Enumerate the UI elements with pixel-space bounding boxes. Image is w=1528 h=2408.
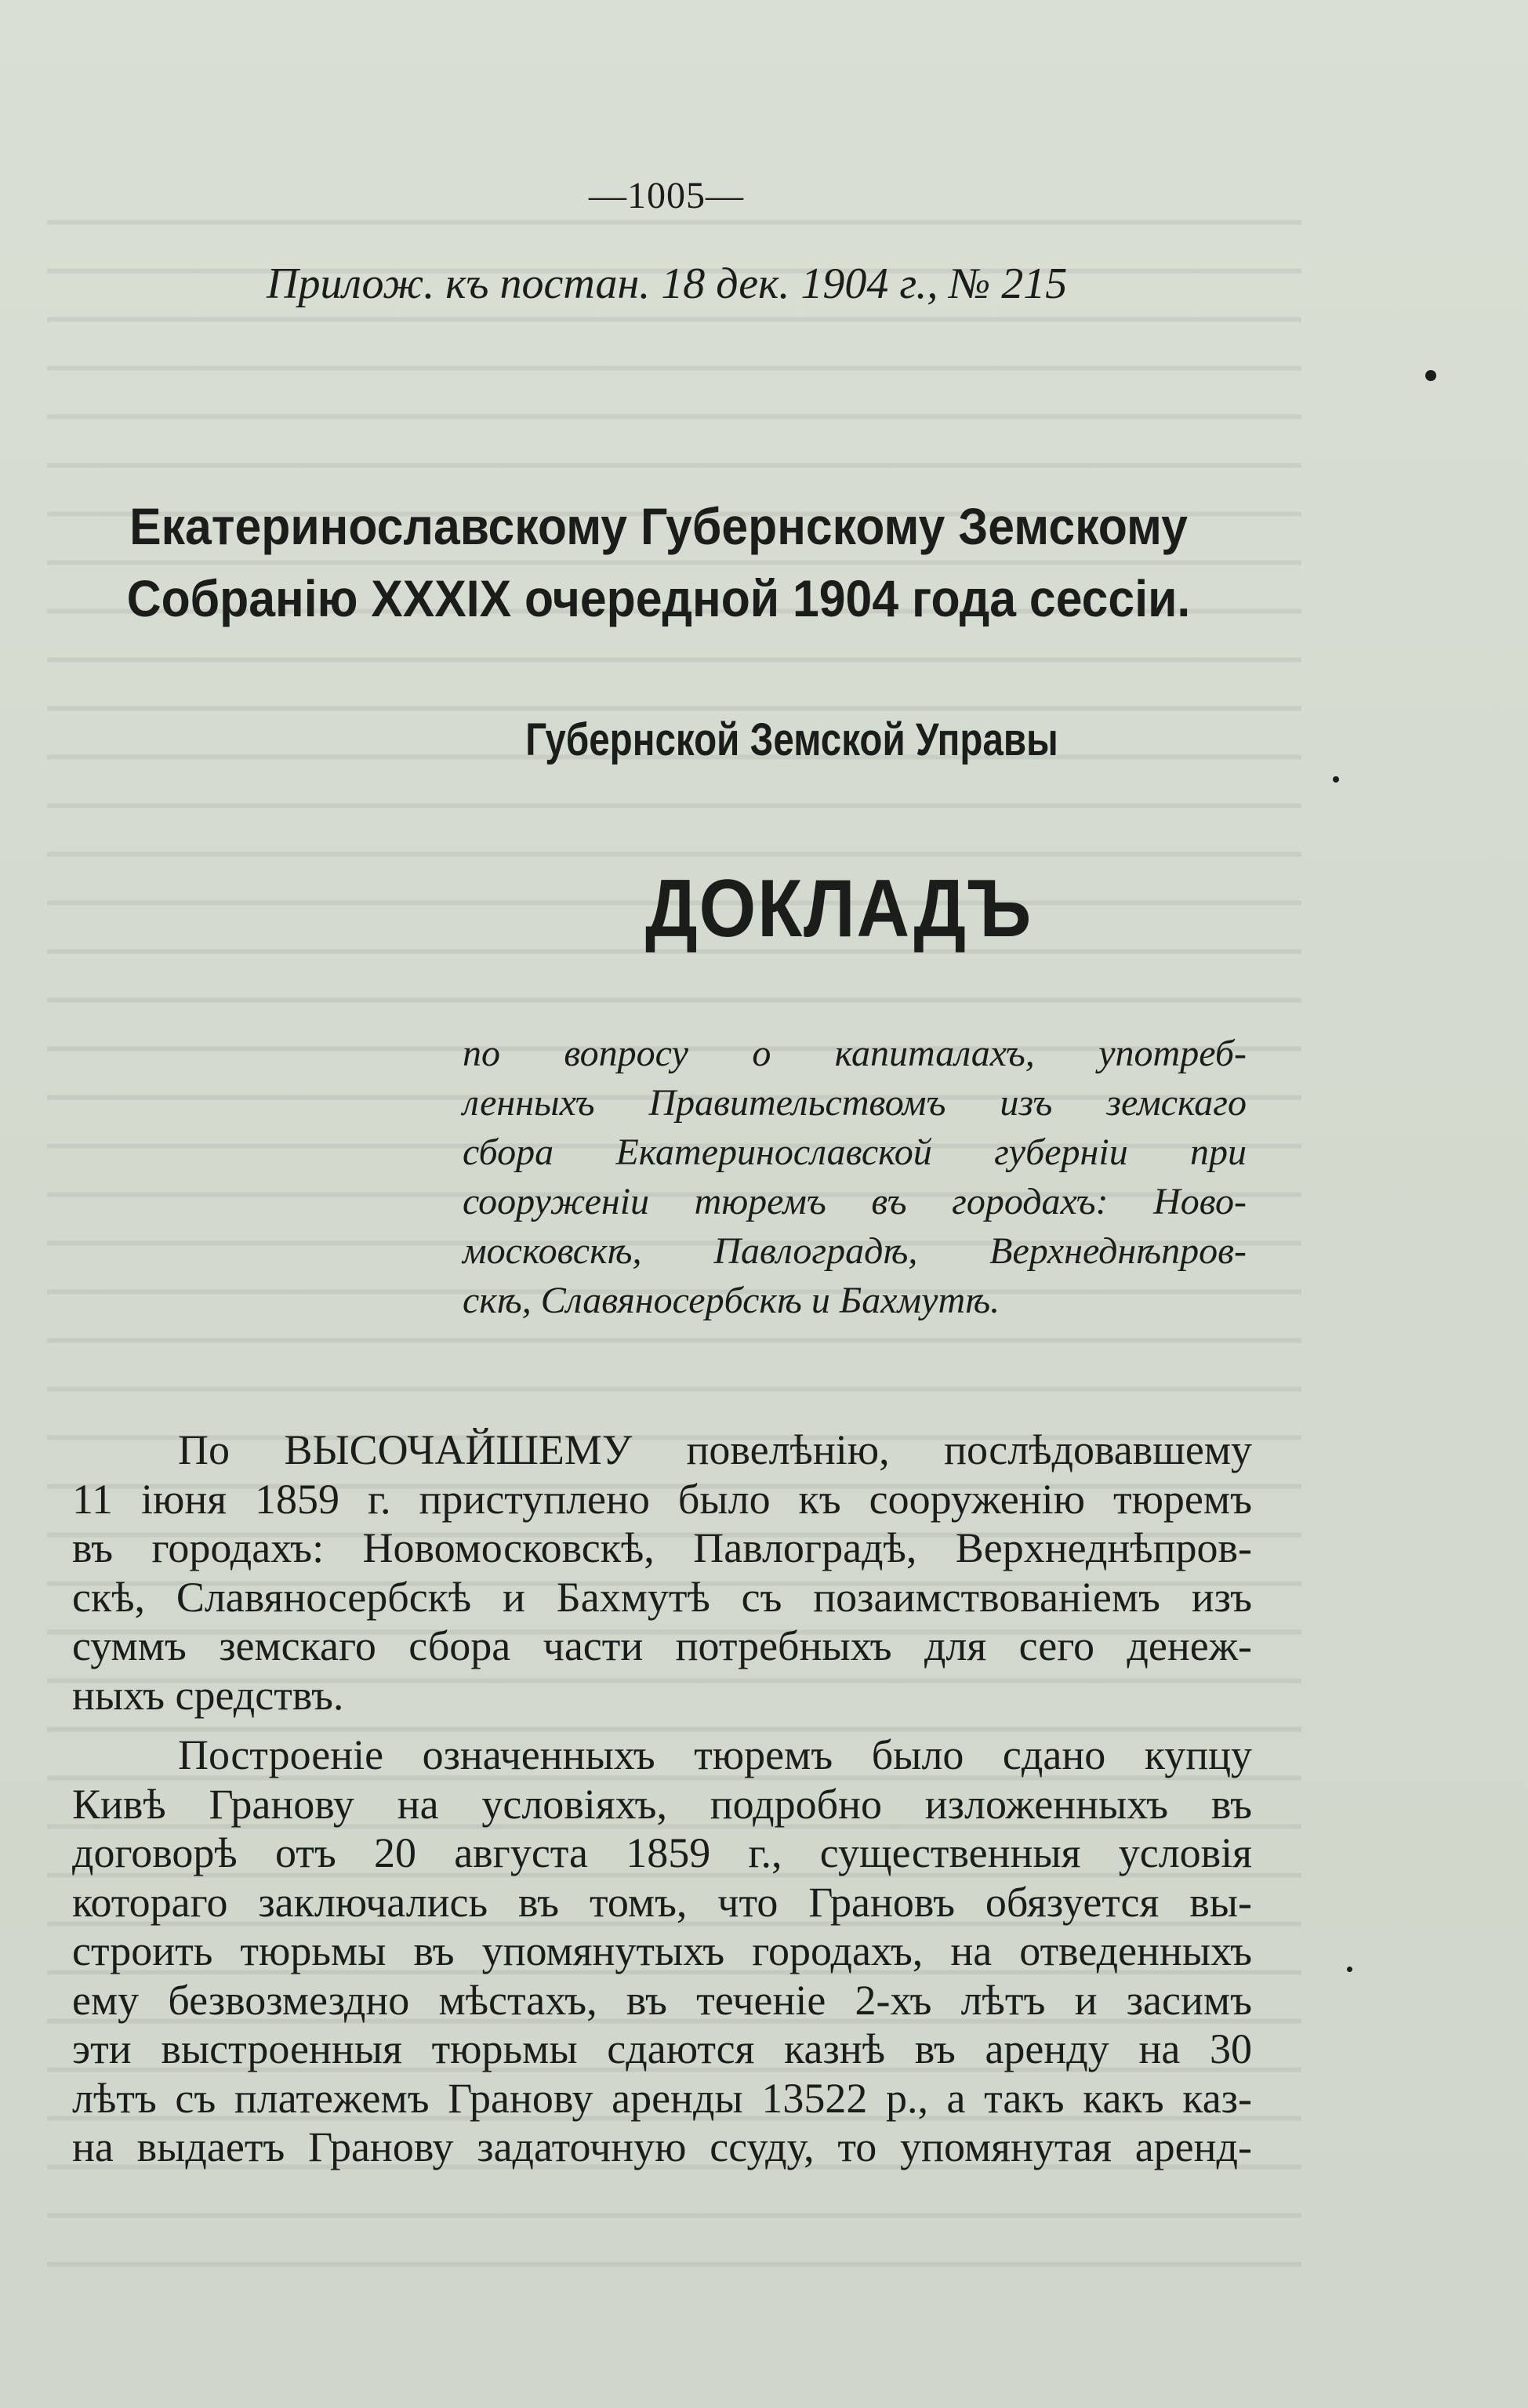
paragraph-2-line: Построеніе означенныхъ тюремъ было сдано купцу	[178, 1731, 1252, 1778]
paragraph-1-line: 11 іюня 1859 г. приступлено было къ сооруженію тюремъ	[72, 1475, 1252, 1523]
subject-line: сбора Екатеринославской губерніи при	[463, 1131, 1247, 1173]
paragraph-1-line: въ городахъ: Новомосковскѣ, Павлоградѣ, Верхнеднѣпров-	[72, 1524, 1252, 1571]
ink-speck	[1333, 776, 1339, 783]
paragraph-2-line: Кивѣ Гранову на условіяхъ, подробно изложенныхъ въ	[72, 1780, 1252, 1828]
paragraph-2-line: эти выстроенныя тюрьмы сдаются казнѣ въ аренду на 30	[72, 2025, 1252, 2072]
paragraph-2-line: котораго заключались въ томъ, что Грановъ обязуется вы-	[72, 1878, 1252, 1926]
paragraph-1-line: суммъ земскаго сбора части потребныхъ для сего денеж-	[72, 1622, 1252, 1669]
ink-speck	[1347, 1967, 1352, 1972]
paragraph-2-line: договорѣ отъ 20 августа 1859 г., существенныя условія	[72, 1829, 1252, 1876]
page-number: —1005—	[589, 175, 744, 216]
document-title: ДОКЛАДЪ	[644, 863, 1033, 954]
subject-line: по вопросу о капиталахъ, употреб-	[463, 1033, 1247, 1074]
paragraph-1-line: ныхъ средствъ.	[72, 1671, 344, 1719]
paragraph-2-line: строить тюрьмы въ упомянутыхъ городахъ, на отведенныхъ	[72, 1927, 1252, 1974]
paragraph-1-line: скѣ, Славяносербскѣ и Бахмутѣ съ позаимствованіемъ изъ	[72, 1573, 1252, 1621]
appendix-reference: Прилож. къ постан. 18 дек. 1904 г., № 215	[267, 260, 1068, 308]
paragraph-1-line: По ВЫСОЧАЙШЕМУ повелѣнію, послѣдовавшему	[178, 1426, 1252, 1473]
ink-speck	[1425, 370, 1436, 381]
subject-block	[463, 1029, 1247, 1325]
paragraph-2-line: на выдаетъ Гранову задаточную ссуду, то упомянутая аренд-	[72, 2123, 1252, 2170]
subject-line: ленныхъ Правительствомъ изъ земскаго	[463, 1082, 1247, 1124]
addressee-line-1: Екатеринославскому Губернскому Земскому	[129, 497, 1188, 555]
body-text	[72, 1426, 1252, 2172]
addressee-heading	[118, 490, 1200, 634]
subject-line: московскѣ, Павлоградѣ, Верхнеднѣпров-	[463, 1230, 1247, 1272]
subject-line: сооруженіи тюремъ въ городахъ: Ново-	[463, 1181, 1247, 1222]
subject-line: скѣ, Славяносербскѣ и Бахмутѣ.	[463, 1280, 1000, 1321]
addressee-line-2: Собранію XXXIX очередной 1904 года сессіи.	[126, 569, 1191, 627]
from-heading: Губернской Земской Управы	[525, 714, 1058, 765]
paragraph-2-line: лѣтъ съ платежемъ Гранову аренды 13522 р., а такъ какъ каз-	[72, 2074, 1252, 2122]
paragraph-2-line: ему безвозмездно мѣстахъ, въ теченіе 2-хъ лѣтъ и засимъ	[72, 1976, 1252, 2024]
